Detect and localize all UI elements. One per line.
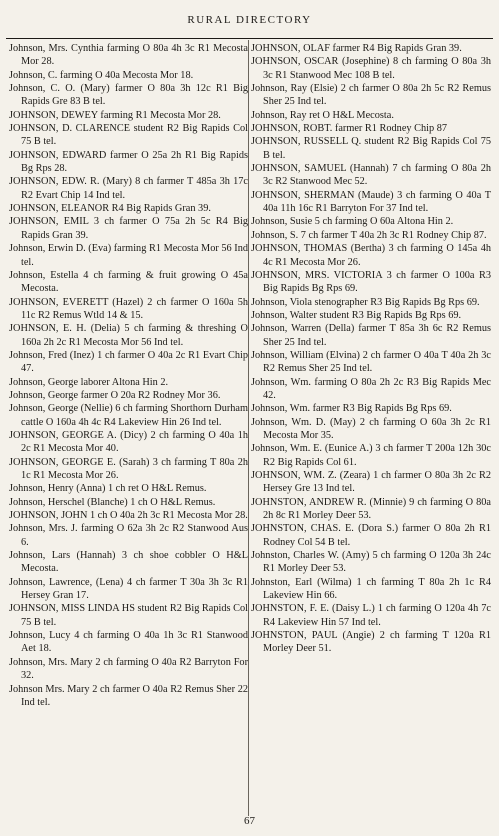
directory-entry: Johnson, Mrs. Cynthia farming O 80a 4h 3c R1 Mecosta Mor 28. bbox=[9, 43, 248, 68]
directory-entry: Johnson, Henry (Anna) 1 ch ret O H&L Remus. bbox=[9, 483, 207, 495]
directory-entry: Johnson, Mrs. J. farming O 62a 3h 2c R2 Stanwood Aus 6. bbox=[9, 523, 248, 548]
directory-entry: Johnson, George laborer Altona Hin 2. bbox=[9, 376, 169, 388]
directory-entry: Johnson, Warren (Della) farmer T 85a 3h 6c R2 Remus Sher 25 Ind tel. bbox=[251, 323, 491, 348]
directory-entry: Johnson, Wm. farmer R3 Big Rapids Bg Rps 69. bbox=[251, 403, 452, 415]
directory-entry: JOHNSON, SHERMAN (Maude) 3 ch farming O 40a T 40a 11h 16c R1 Barryton For 37 Ind tel. bbox=[251, 189, 491, 215]
directory-entry: Johnson Mrs. Mary 2 ch farmer O 40a R2 Remus Sher 22 Ind tel. bbox=[9, 683, 248, 708]
directory-entry: Johnson, Ray ret O H&L Mecosta. bbox=[251, 109, 394, 121]
directory-entry: Johnson, Fred (Inez) 1 ch farmer O 40a 2c R1 Evart Chip 47. bbox=[9, 349, 248, 375]
directory-entry: JOHNSON, E. H. (Delia) 5 ch farming & threshing O 160a 2h 2c R1 Mecosta Mor 56 Ind tel. bbox=[9, 323, 248, 348]
directory-entry: Johnston, Charles W. (Amy) 5 ch farming O 120a 3h 24c R1 Morley Deer 53. bbox=[251, 550, 491, 575]
directory-entry: Johnson, George (Nellie) 6 ch farming Shorthorn Durham cattle O 160a 4h 4c R4 Lakeview Hin 26 Ind tel. bbox=[9, 403, 248, 428]
directory-entry: Johnson, William (Elvina) 2 ch farmer O 40a T 40a 2h 3c R2 Remus Sher 25 Ind tel. bbox=[251, 349, 491, 375]
directory-entry: Johnson, Wm. farming O 80a 2h 2c R3 Big Rapids Mec 42. bbox=[251, 376, 491, 401]
directory-entry: Johnson, Ray (Elsie) 2 ch farmer O 80a 2h 5c R2 Remus Sher 25 Ind tel. bbox=[251, 83, 491, 108]
directory-entry: JOHNSON, OLAF farmer R4 Big Rapids Gran 39. bbox=[251, 43, 462, 54]
header-rule bbox=[6, 38, 493, 39]
directory-entry: Johnson, Lucy 4 ch farming O 40a 1h 3c R1 Stanwood Aet 18. bbox=[9, 630, 248, 655]
directory-entry: Johnson, S. 7 ch farmer T 40a 2h 3c R1 Rodney Chip 87. bbox=[251, 229, 487, 241]
directory-entry: Johnson, Wm. D. (May) 2 ch farming O 60a 3h 2c R1 Mecosta Mor 35. bbox=[251, 416, 491, 441]
directory-entry: JOHNSON, JOHN 1 ch O 40a 2h 3c R1 Mecosta Mor 28. bbox=[9, 510, 248, 522]
directory-entry: JOHNSTON, ANDREW R. (Minnie) 9 ch farming O 80a 2h 8c R1 Morley Deer 53. bbox=[251, 496, 491, 522]
directory-entry: JOHNSON, RUSSELL Q. student R2 Big Rapids Col 75 B tel. bbox=[251, 136, 491, 161]
directory-entry: JOHNSTON, CHAS. E. (Dora S.) farmer O 80a 2h R1 Rodney Col 54 B tel. bbox=[251, 523, 491, 548]
directory-entry: Johnson, Lawrence, (Lena) 4 ch farmer T 30a 3h 3c R1 Hersey Gran 17. bbox=[9, 576, 248, 602]
directory-entry: JOHNSON, MISS LINDA HS student R2 Big Rapids Col 75 B tel. bbox=[9, 603, 248, 628]
page-number: 67 bbox=[244, 815, 255, 827]
directory-entry: JOHNSON, MRS. VICTORIA 3 ch farmer O 100a R3 Big Rapids Bg Rps 69. bbox=[251, 269, 491, 295]
directory-entry: Johnson, Walter student R3 Big Rapids Bg Rps 69. bbox=[251, 309, 462, 321]
directory-entry: JOHNSON, EMIL 3 ch farmer O 75a 2h 5c R4 Big Rapids Gran 39. bbox=[9, 216, 248, 241]
directory-entry: Johnson, Herschel (Blanche) 1 ch O H&L Remus. bbox=[9, 496, 216, 508]
directory-entry: Johnston, Earl (Wilma) 1 ch farming T 80a 2h 1c R4 Lakeview Hin 66. bbox=[251, 576, 491, 602]
directory-entry: JOHNSTON, PAUL (Angie) 2 ch farming T 120a R1 Morley Deer 51. bbox=[251, 630, 491, 655]
page-header: RURAL DIRECTORY bbox=[187, 14, 312, 26]
right-column bbox=[251, 42, 491, 656]
directory-entry: Johnson, Lars (Hannah) 3 ch shoe cobbler O H&L Mecosta. bbox=[9, 550, 248, 575]
directory-entry: JOHNSON, D. CLARENCE student R2 Big Rapids Col 75 B tel. bbox=[9, 123, 248, 148]
left-column bbox=[9, 42, 248, 709]
directory-entry: Johnson, C. O. (Mary) farmer O 80a 3h 12c R1 Big Rapids Gre 83 B tel. bbox=[9, 83, 248, 108]
directory-entry: JOHNSON, DEWEY farming R1 Mecosta Mor 28. bbox=[9, 109, 221, 121]
directory-entry: JOHNSON, OSCAR (Josephine) 8 ch farming O 80a 3h 3c R1 Stanwood Mec 108 B tel. bbox=[251, 56, 491, 81]
directory-entry: JOHNSON, EVERETT (Hazel) 2 ch farmer O 160a 5h 11c R2 Remus Wtld 14 & 15. bbox=[9, 296, 248, 321]
directory-entry: Johnson, Erwin D. (Eva) farming R1 Mecosta Mor 56 Ind tel. bbox=[9, 243, 248, 268]
column-divider bbox=[248, 40, 249, 816]
directory-entry: JOHNSON, GEORGE A. (Dicy) 2 ch farming O 40a 1h 2c R1 Mecosta Mor 40. bbox=[9, 429, 248, 455]
directory-entry: Johnson, Wm. E. (Eunice A.) 3 ch farmer T 200a 12h 30c R2 Big Rapids Col 61. bbox=[251, 443, 491, 468]
directory-entry: Johnson, George farmer O 20a R2 Rodney Mor 36. bbox=[9, 389, 221, 401]
directory-entry: JOHNSTON, F. E. (Daisy L.) 1 ch farming O 120a 4h 7c R4 Lakeview Hin 57 Ind tel. bbox=[251, 603, 491, 628]
directory-entry: JOHNSON, WM. Z. (Zeara) 1 ch farmer O 80a 3h 2c R2 Hersey Gre 13 Ind tel. bbox=[251, 470, 491, 495]
directory-entry: JOHNSON, EDW. R. (Mary) 8 ch farmer T 485a 3h 17c R2 Evart Chip 14 Ind tel. bbox=[9, 176, 248, 201]
directory-entry: Johnson, Estella 4 ch farming & fruit growing O 45a Mecosta. bbox=[9, 269, 248, 295]
directory-entry: JOHNSON, SAMUEL (Hannah) 7 ch farming O 80a 2h 3c R2 Stanwood Mec 52. bbox=[251, 163, 491, 188]
directory-entry: JOHNSON, GEORGE E. (Sarah) 3 ch farming T 80a 2h 1c R1 Mecosta Mor 26. bbox=[9, 456, 248, 481]
directory-entry: Johnson, Mrs. Mary 2 ch farming O 40a R2 Barryton For 32. bbox=[9, 656, 248, 682]
directory-entry: JOHNSON, ROBT. farmer R1 Rodney Chip 87 bbox=[251, 123, 448, 135]
directory-entry: JOHNSON, ELEANOR R4 Big Rapids Gran 39. bbox=[9, 203, 211, 215]
directory-entry: Johnson, Susie 5 ch farming O 60a Altona Hin 2. bbox=[251, 216, 454, 228]
directory-entry: Johnson, C. farming O 40a Mecosta Mor 18. bbox=[9, 69, 194, 81]
directory-entry: Johnson, Viola stenographer R3 Big Rapids Bg Rps 69. bbox=[251, 296, 480, 308]
directory-entry: JOHNSON, EDWARD farmer O 25a 2h R1 Big Rapids Bg Rps 28. bbox=[9, 149, 248, 175]
directory-entry: JOHNSON, THOMAS (Bertha) 3 ch farming O 145a 4h 4c R1 Mecosta Mor 26. bbox=[251, 243, 491, 268]
